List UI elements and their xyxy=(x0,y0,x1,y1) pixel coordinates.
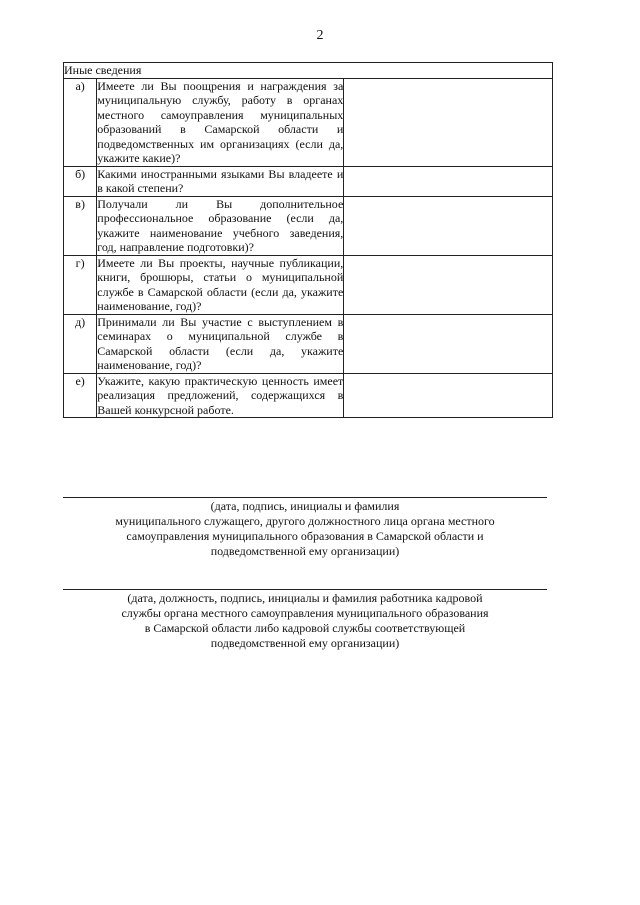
question-text: Принимали ли Вы участие с выступлением в семинарах о муниципальной службе в Самарской области (если да, укажите наименование, год)? xyxy=(97,314,344,372)
question-text: Получали ли Вы дополнительное профессиональное образование (если да, укажите наименование учебного заведения, год, направление подготовки)? xyxy=(97,196,344,254)
table-heading-row xyxy=(64,63,553,79)
question-text: Укажите, какую практическую ценность имеет реализация предложений, содержащихся в Вашей конкурсной работе. xyxy=(97,373,344,417)
table-heading: Иные сведения xyxy=(64,63,553,79)
signature-caption-line: (дата, должность, подпись, инициалы и фамилия работника кадровой xyxy=(127,591,483,605)
answer-cell[interactable] xyxy=(344,78,553,166)
question-text: Имеете ли Вы поощрения и награждения за муниципальную службу, работу в органах местного самоуправления муниципальных образований в Самарской области и подведомственных им организациях (если да, укажите какие)? xyxy=(97,78,344,165)
signature-caption-line: самоуправления муниципального образования в Самарской области и xyxy=(126,529,484,543)
signature-caption-line: муниципального служащего, другого должностного лица органа местного xyxy=(115,514,495,528)
answer-cell[interactable] xyxy=(344,166,553,196)
signature-block-employee xyxy=(63,497,547,559)
signature-block-hr xyxy=(63,589,547,651)
signature-caption-line: подведомственной ему организации) xyxy=(210,636,400,650)
answer-cell[interactable] xyxy=(344,373,553,418)
row-question xyxy=(97,78,344,166)
table-row xyxy=(64,78,553,166)
row-letter: в) xyxy=(64,196,97,255)
answer-cell[interactable] xyxy=(344,314,553,373)
answer-cell[interactable] xyxy=(344,196,553,255)
table-row xyxy=(64,196,553,255)
row-question xyxy=(97,166,344,196)
signature-caption-line: службы органа местного самоуправления муниципального образования xyxy=(121,606,489,620)
row-letter: г) xyxy=(64,255,97,314)
signature-caption-line: в Самарской области либо кадровой службы соответствующей xyxy=(144,621,466,635)
row-question xyxy=(97,255,344,314)
row-question xyxy=(97,196,344,255)
table-row xyxy=(64,255,553,314)
signature-caption-line: (дата, подпись, инициалы и фамилия xyxy=(210,499,400,513)
row-question xyxy=(97,314,344,373)
row-letter: д) xyxy=(64,314,97,373)
table-row xyxy=(64,314,553,373)
signature-caption-line: подведомственной ему организации) xyxy=(210,544,400,558)
row-question xyxy=(97,373,344,418)
question-text: Какими иностранными языками Вы владеете и в какой степени? xyxy=(97,166,344,195)
table-row xyxy=(64,166,553,196)
page-number: 2 xyxy=(316,28,324,43)
row-letter: е) xyxy=(64,373,97,418)
other-info-table xyxy=(63,62,553,418)
row-letter: б) xyxy=(64,166,97,196)
table-row xyxy=(64,373,553,418)
row-letter: а) xyxy=(64,78,97,166)
question-text: Имеете ли Вы проекты, научные публикации, книги, брошюры, статьи о муниципальной службе в Самарской области (если да, укажите наименование, год)? xyxy=(97,255,344,313)
answer-cell[interactable] xyxy=(344,255,553,314)
